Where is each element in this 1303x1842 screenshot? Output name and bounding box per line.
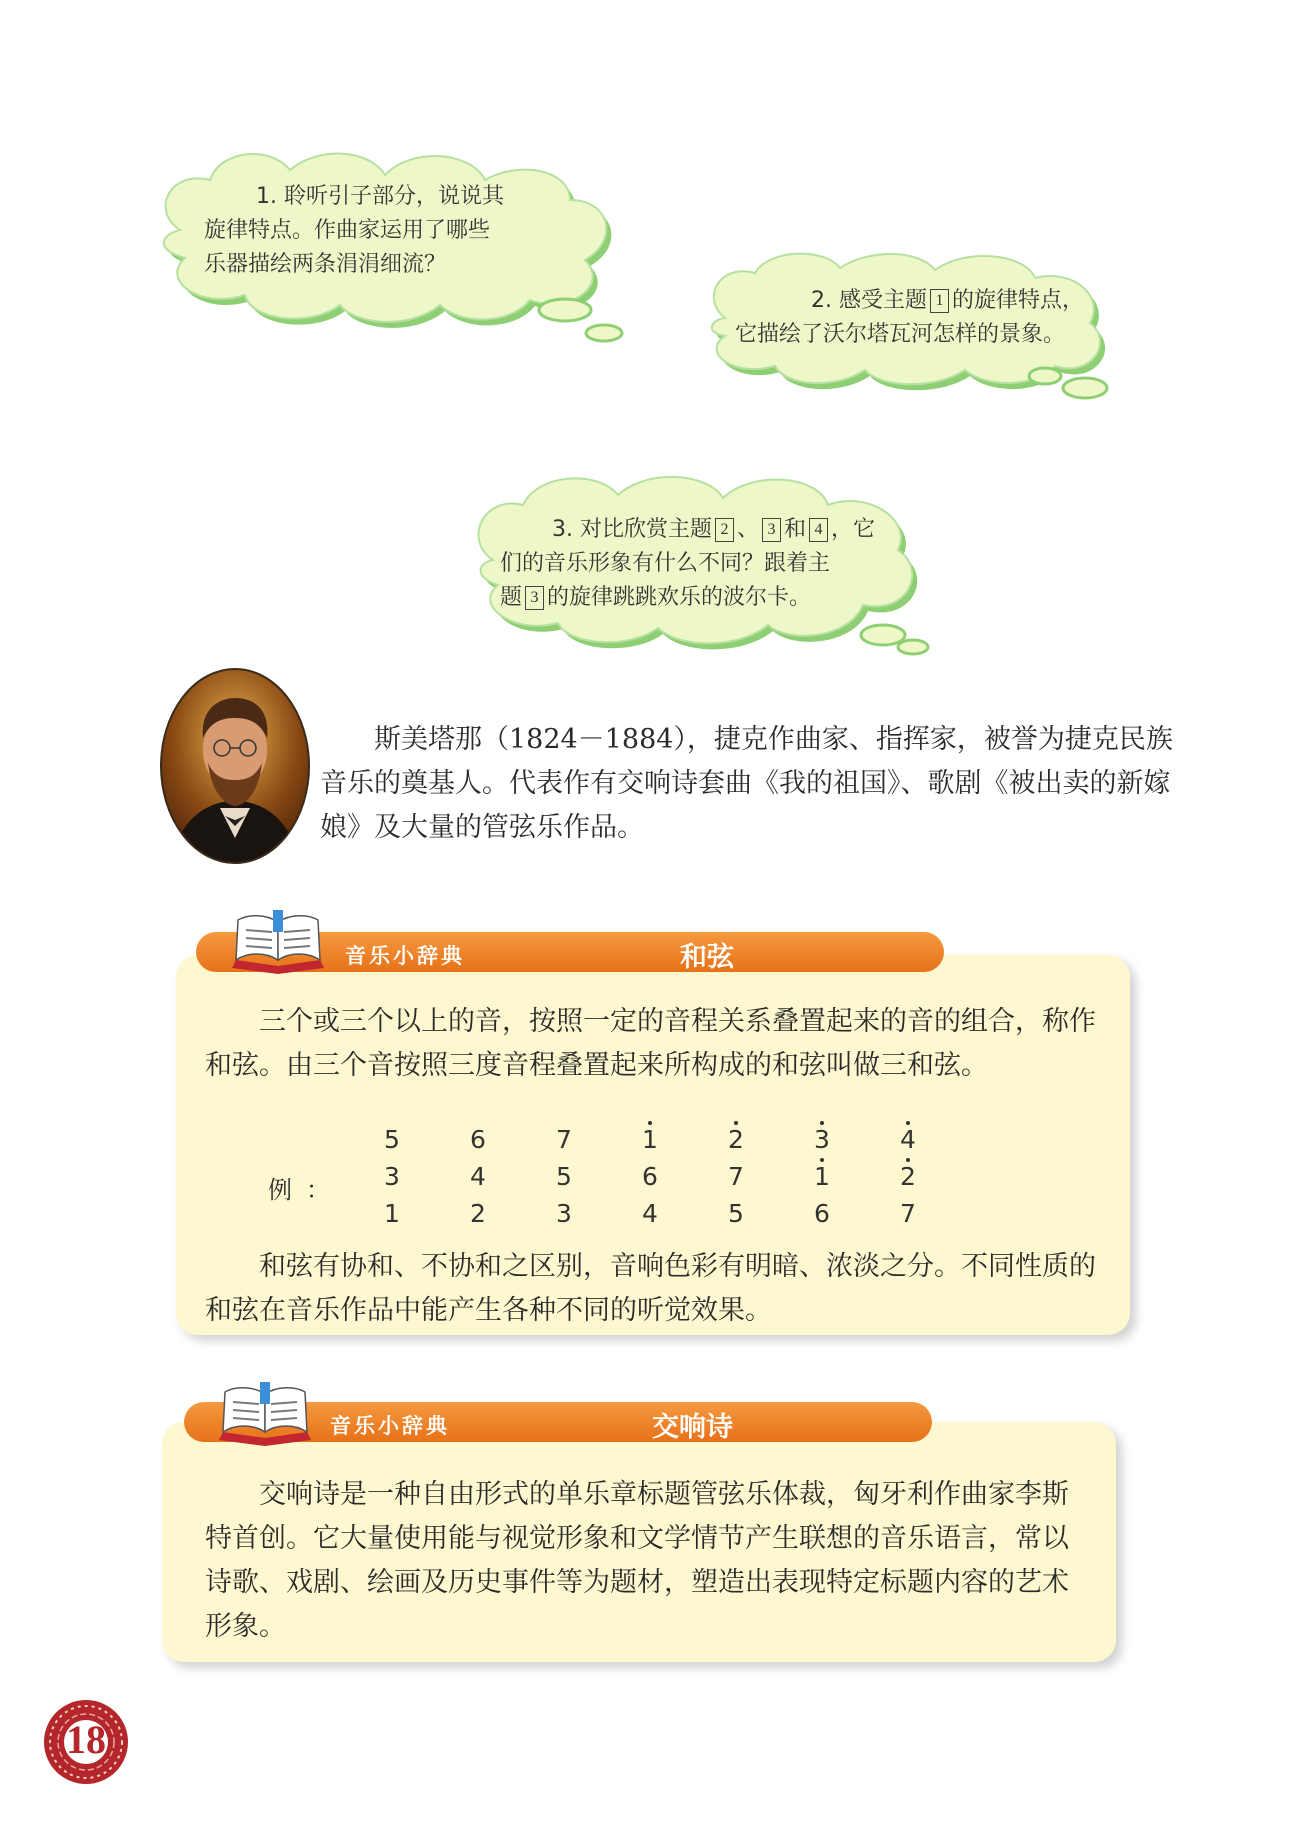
- note-number: 7: [728, 1162, 744, 1191]
- question-3-line-2: 们的音乐形象有什么不同？跟着主: [500, 551, 831, 576]
- high-octave-dot: [906, 1158, 910, 1162]
- high-octave-dot: [820, 1121, 824, 1125]
- chord-bottom-note: [458, 1199, 498, 1228]
- chord-middle-note: [630, 1162, 670, 1191]
- dictionary-label: 音乐小辞典: [345, 944, 465, 968]
- note-number: 2: [900, 1162, 916, 1191]
- question-3-text-end: ，它: [831, 517, 876, 542]
- note-number: 6: [470, 1125, 486, 1154]
- chord-middle-note: [888, 1162, 928, 1191]
- chord-top-note: [458, 1125, 498, 1154]
- composer-bio: 斯美塔那（1824－1884），捷克作曲家、指挥家，被誉为捷克民族音乐的奠基人。代表作有交响诗套曲《我的祖国》、歌剧《被出卖的新嫁娘》及大量的管弦乐作品。: [320, 724, 1173, 843]
- note-number: 2: [728, 1125, 744, 1154]
- theme-number-box: 2: [715, 518, 734, 542]
- note-number: 7: [556, 1125, 572, 1154]
- dictionary-title: 和弦: [680, 942, 734, 973]
- question-3-sep: 、: [736, 517, 759, 542]
- note-number: 6: [642, 1162, 658, 1191]
- open-book-icon: [215, 1380, 315, 1448]
- dictionary-title: 交响诗: [652, 1412, 733, 1443]
- theme-number-box: 3: [525, 586, 544, 610]
- question-cloud-3: [458, 465, 928, 670]
- chord-middle-note: [716, 1162, 756, 1191]
- question-2-text-a: 2. 感受主题: [811, 288, 927, 313]
- question-1-line-3: 乐器描绘两条涓涓细流？: [204, 252, 447, 277]
- composer-portrait: [160, 668, 310, 864]
- dictionary-chord-para-2: 和弦有协和、不协和之区别，音响色彩有明暗、浓淡之分。不同性质的和弦在音乐作品中能产生各种不同的听觉效果。: [205, 1251, 1096, 1326]
- chord-top-note: [888, 1125, 928, 1154]
- question-2-line-2: 它描绘了沃尔塔瓦河怎样的景象。: [735, 322, 1066, 347]
- theme-number-box: 1: [930, 289, 949, 313]
- page-number-badge: [42, 1698, 130, 1786]
- note-number: 1: [814, 1162, 830, 1191]
- note-number: 4: [470, 1162, 486, 1191]
- chord-top-note: [802, 1125, 842, 1154]
- open-book-icon: [228, 908, 328, 976]
- chord-bottom-note: [544, 1199, 584, 1228]
- note-number: 6: [814, 1199, 830, 1228]
- note-number: 4: [642, 1199, 658, 1228]
- page-number: 18: [66, 1717, 106, 1762]
- chord-top-note: [716, 1125, 756, 1154]
- note-number: 2: [470, 1199, 486, 1228]
- question-cloud-2: [695, 248, 1115, 398]
- note-number: 7: [900, 1199, 916, 1228]
- question-3-line-3-a: 题: [500, 585, 523, 610]
- question-3-and: 和: [784, 517, 807, 542]
- note-number: 1: [642, 1125, 658, 1154]
- note-number: 1: [384, 1199, 400, 1228]
- example-label: 例：: [268, 1176, 344, 1204]
- high-octave-dot: [734, 1121, 738, 1125]
- chord-middle-note: [458, 1162, 498, 1191]
- note-number: 5: [556, 1162, 572, 1191]
- high-octave-dot: [906, 1121, 910, 1125]
- chord-bottom-note: [888, 1199, 928, 1228]
- theme-number-box: 3: [762, 518, 781, 542]
- theme-number-box: 4: [809, 518, 828, 542]
- question-cloud-1: [140, 140, 630, 330]
- note-number: 3: [384, 1162, 400, 1191]
- chord-bottom-note: [716, 1199, 756, 1228]
- note-number: 5: [728, 1199, 744, 1228]
- question-1-line-2: 旋律特点。作曲家运用了哪些: [204, 218, 491, 243]
- chord-bottom-note: [372, 1199, 412, 1228]
- high-octave-dot: [648, 1121, 652, 1125]
- dictionary-symphonic-poem-para: 交响诗是一种自由形式的单乐章标题管弦乐体裁，匈牙利作曲家李斯特首创。它大量使用能与视觉形象和文学情节产生联想的音乐语言，常以诗歌、戏剧、绘画及历史事件等为题材，塑造出表现特定标题内容的艺术形象。: [205, 1479, 1069, 1642]
- chord-example-grid: [372, 1125, 932, 1255]
- chord-top-note: [372, 1125, 412, 1154]
- chord-bottom-note: [802, 1199, 842, 1228]
- chord-middle-note: [802, 1162, 842, 1191]
- question-3-line-3-b: 的旋律跳跳欢乐的波尔卡。: [547, 585, 812, 610]
- chord-top-note: [630, 1125, 670, 1154]
- question-2-text-b: 的旋律特点，: [951, 288, 1084, 313]
- question-1-line-1: 1. 聆听引子部分，说说其: [256, 184, 504, 209]
- note-number: 4: [900, 1125, 916, 1154]
- chord-top-note: [544, 1125, 584, 1154]
- chord-middle-note: [372, 1162, 412, 1191]
- dictionary-chord-para-1: 三个或三个以上的音，按照一定的音程关系叠置起来的音的组合，称作和弦。由三个音按照三度音程叠置起来所构成的和弦叫做三和弦。: [205, 1006, 1096, 1081]
- note-number: 3: [556, 1199, 572, 1228]
- dictionary-label: 音乐小辞典: [330, 1414, 450, 1438]
- note-number: 3: [814, 1125, 830, 1154]
- high-octave-dot: [820, 1158, 824, 1162]
- question-3-text-a: 3. 对比欣赏主题: [552, 517, 712, 542]
- note-number: 5: [384, 1125, 400, 1154]
- chord-middle-note: [544, 1162, 584, 1191]
- chord-bottom-note: [630, 1199, 670, 1228]
